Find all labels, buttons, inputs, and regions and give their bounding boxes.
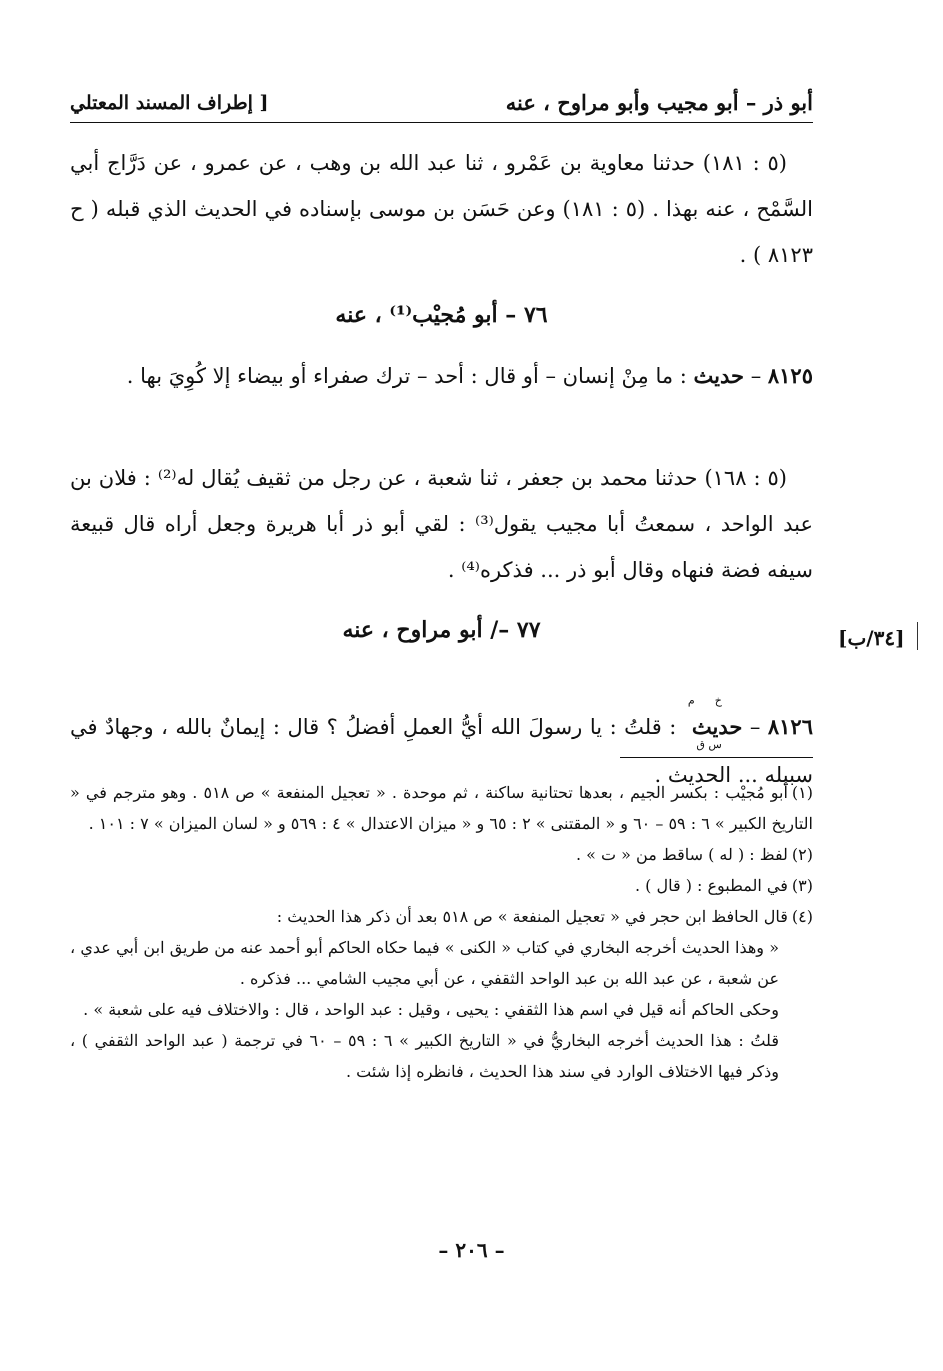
footnote-text: أبو مُجيْب : بكسر الجيم ، بعدها تحتانية ساكنة ، ثم موحدة . « تعجيل المنفعة » ص ٥١٨ . وهو مترجم في « التاريخ الكبير » ٦ : ٥٩ – ٦٠ و « المقتنى » ٢ : ٦٥ و « ميزان الاعتدال » ٤ : ٥٦٩ و « لسان الميزان » ٧ : ١٠١ .: [70, 783, 813, 833]
footnote-number: (٢): [791, 845, 813, 864]
hadith-label: حديث: [691, 714, 743, 739]
footnote-4-quote-cont: وحكى الحاكم أنه قيل في اسم هذا الثقفي : يحيى ، وقيل : عبد الواحد ، قال : والاختلاف فيه على شعبة » .: [83, 1000, 779, 1019]
footnote-text: لفظ : ( له ) ساقط من « ت » .: [575, 845, 788, 864]
footnote-number: (٣): [791, 876, 813, 895]
footnote-1: [70, 777, 813, 839]
section-heading-77: ٧٧ –/ أبو مراوح ، عنه: [342, 617, 541, 643]
footnote-rule: [620, 757, 813, 758]
source-sigla: خ م س ق: [687, 694, 722, 751]
running-head-title: أبو ذر – أبو مجيب وأبو مراوح ، عنه: [505, 90, 813, 115]
hadith-number: ٨١٢٦: [767, 714, 813, 739]
hadith-8125: [70, 353, 813, 399]
hadith-text: : قلتُ : يا رسولَ الله أيُّ العملِ أفضلُ ؟ قال : إيمانٌ بالله ، وجهادٌ في سبيله ... الحديث .: [70, 715, 813, 787]
footnote-4: [70, 901, 813, 932]
section-heading-76: ٧٦ – أبو مُجيْب⁽¹⁾ ، عنه: [335, 302, 548, 328]
manuscript-folio-note: [٣٤/ب]: [838, 626, 905, 650]
footnote-text: قال الحافظ ابن حجر في « تعجيل المنفعة » ص ٥١٨ بعد أن ذكر هذا الحديث :: [276, 907, 788, 926]
hadith-text: : ما مِنْ إنسان – أو قال : أحد – ترك صفراء أو بيضاء إلا كُوِيَ بها .: [126, 364, 694, 388]
footnote-4-editor-note: قلتُ : هذا الحديث أخرجه البخاريُّ في « التاريخ الكبير » ٦ : ٥٩ – ٦٠ في ترجمة ( عبد الواحد الثقفي ) ، وذكر فيها الاختلاف الوارد في سند هذا الحديث ، فانظره إذا شئت .: [70, 1031, 780, 1081]
footnote-number: (٤): [791, 907, 813, 926]
hadith-dash: –: [744, 364, 768, 388]
footnote-2: [70, 839, 813, 870]
footnotes: [70, 777, 813, 1087]
footnote-number: (١): [791, 783, 814, 802]
page-number: – ٢٠٦ –: [438, 1238, 505, 1262]
hadith-label: حديث: [693, 363, 745, 388]
hadith-number: ٨١٢٥: [767, 363, 813, 388]
running-head: [70, 88, 813, 123]
running-head-book: [ إطراف المسند المعتلي: [70, 92, 269, 114]
isnad-paragraph-1: (٥ : ١٨١) حدثنا معاوية بن عَمْرو ، ثنا عبد الله بن وهب ، عن عمرو ، عن دَرَّاج أبي السَّمْح ، عنه بهذا . (٥ : ١٨١) وعن حَسَن بن موسى بإسناده في الحديث الذي قبله ( ح ٨١٢٣ ) .: [70, 151, 814, 267]
footnote-4-quote: « وهذا الحديث أخرجه البخاري في كتاب « الكنى » فيما حكاه الحاكم أبو أحمد عنه من طريق ابن أبي عدي ، عن شعبة ، عن عبد الله بن عبد الواحد الثقفي ، عن أبي مجيب الشامي ... فذكره .: [70, 938, 779, 988]
hadith-dash: –: [742, 715, 768, 739]
isnad-paragraph-2: (٥ : ١٦٨) حدثنا محمد بن جعفر ، ثنا شعبة ، عن رجل من ثقيف يُقال له⁽²⁾ : فلان بن عبد الواحد ، سمعتُ أبا مجيب يقول⁽³⁾ : لقي أبو ذر أبا هريرة وجعل أراه قال قبيعة سيفه فضة فنهاه وقال أبو ذر ... فذكره⁽⁴⁾ .: [70, 466, 813, 582]
footnote-text: في المطبوع : ( قال ) .: [634, 876, 788, 895]
margin-tick: [917, 622, 918, 650]
footnote-3: [70, 870, 813, 901]
